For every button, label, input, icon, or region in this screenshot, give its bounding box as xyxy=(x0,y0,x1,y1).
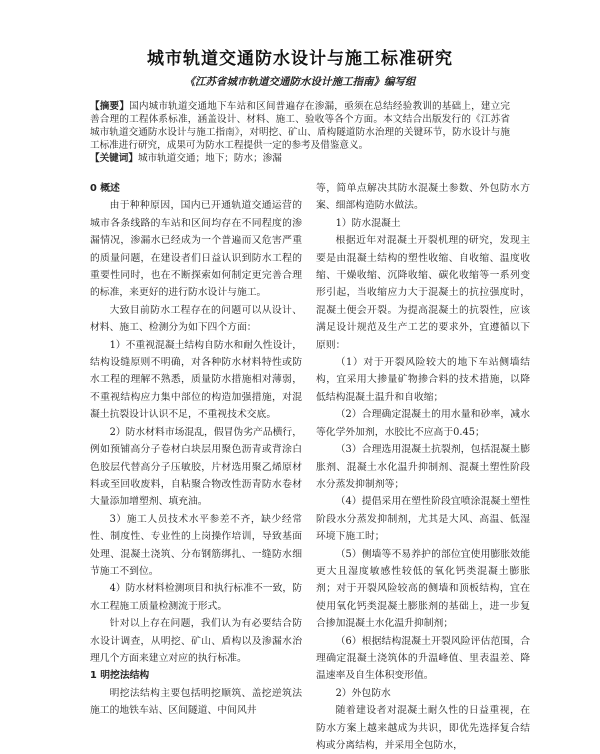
page-title: 城市轨道交通防水设计与施工标准研究 xyxy=(147,49,453,69)
list-item: （2）合理确定混凝土的用水量和砂率，减水等化学外加剂，水胶比不应高于0.45； xyxy=(316,409,530,438)
paragraph: 2）防水材料市场混乱，假冒伪劣产品横行，例如预铺高分子卷材白块层用聚色沥青或背涂白色胶层代替高分子压敏胶，片材选用聚乙烯原材料或至回收废料，自粘聚合物改性沥青防水卷材大量添加增塑剂、填充油。 xyxy=(90,426,302,508)
section-heading-1: 1 明挖法结构 xyxy=(90,670,150,682)
paragraph: 明挖法结构主要包括明挖顺筑、盖挖逆筑法施工的地铁车站、区间隧道、中间风井 xyxy=(90,687,302,717)
list-item: （1）对于开裂风险较大的地下车站侧墙结构，宜采用大掺量矿物掺合料的技术措施，以降低结构混凝土温升和自收缩； xyxy=(316,357,530,403)
paragraph: 1）不重视混凝土结构自防水和耐久性设计，结构设缝原则不明确，对各种防水材料特性或防水工程的理解不熟悉，质量防水措施相对薄弱，不重视结构应力集中部位的构造加强措施，对混凝土抗裂设计认识不足，不重视技术交底。 xyxy=(90,339,302,421)
abstract-label: 【摘要】 xyxy=(90,101,130,112)
paragraph: 3）施工人员技术水平参差不齐，缺少经常性、制度性、专业性的上岗操作培训，导致基面处理、混凝土浇筑、分布钢筋绑扎、一缝防水细节施工不到位。 xyxy=(90,513,302,577)
keywords-text: 城市轨道交通；地下；防水；渗漏 xyxy=(137,153,282,164)
section-heading-0: 0 概述 xyxy=(90,183,120,194)
list-item: （6）根据结构混凝土开裂风险评估范围，合理确定混凝土浇筑体的升温峰值、里表温差、降温速率及自生体积变形值。 xyxy=(316,635,530,682)
list-item: （4）提倡采用在塑性阶段宜喷涂混凝土塑性阶段水分蒸发抑制剂，尤其是大风、高温、低湿环境下施工时； xyxy=(316,496,530,543)
list-item: （5）侧墙等不易养护的部位宜使用膨胀效能更大且湿度敏感性较低的氧化钙类混凝土膨胀剂；对于开裂风险较高的侧墙和顶板结构，宜在使用氧化钙类混凝土膨胀剂的基础上，进一步复合掺加混凝土水化温升抑制剂； xyxy=(316,548,530,630)
paragraph: 根据近年对混凝土开裂机理的研究，发现主要是由混凝土结构的塑性收缩、自收缩、温度收缩、干燥收缩、沉降收缩、碳化收缩等一系列变形引起，当收缩应力大于混凝土的抗拉强度时，混凝土便会开裂。为提高混凝土的抗裂性，应该满足设计规范及生产工艺的要求外，宜遵循以下原则： xyxy=(316,235,530,351)
paragraph: 大致目前防水工程存在的问题可以从设计、材料、施工、检测分为如下四个方面： xyxy=(90,304,302,334)
author-line: 《江苏省城市轨道交通防水设计施工指南》编写组 xyxy=(184,76,416,88)
paragraph: 随着建设者对混凝土耐久性的日益重视，在防水方案上越来越成为共识，即优先选择复合结构或分离结构，并采用全包防水， xyxy=(316,705,530,751)
subsection-heading: 2）外包防水 xyxy=(335,687,391,699)
abstract-block xyxy=(90,100,510,165)
paragraph: 4）防水材料检测项目和执行标准不一致，防水工程施工质量检测流于形式。 xyxy=(90,583,302,612)
paragraph: 针对以上存在问题，我们认为有必要结合防水设计调查，从明挖、矿山、盾构以及渗漏水治理几个方面来建立对应的执行标准。 xyxy=(90,618,302,664)
subsection-heading: 1）防水混凝土 xyxy=(335,217,401,229)
paragraph: 由于种种原因，国内已开通轨道交通运营的城市各条线路的车站和区间均存在不同程度的渗漏情况，渗漏水已经成为一个普遍而又危害严重的质量问题，在建设者们日益认识到防水工程的重要性同时，也在不断探索如何制定更完善合理的标准，来更好的进行防水设计与施工。 xyxy=(90,200,302,299)
keywords-label: 【关键词】 xyxy=(90,153,138,164)
paragraph: 等，简单点解决其防水混凝土参数、外包防水方案、细部构造防水做法。 xyxy=(316,183,530,212)
right-column xyxy=(316,180,530,754)
list-item: （3）合理选用混凝土抗裂剂，包括混凝土膨胀剂、混凝土水化温升抑制剂、混凝土塑性阶段水分蒸发抑制剂等； xyxy=(316,444,530,490)
abstract-text: 国内城市轨道交通地下车站和区间普遍存在渗漏，亟须在总结经验教训的基础上，建立完善合理的工程体系标准，涵盖设计、材料、施工、验收等各个方面。本文结合出版发行的《江苏省城市轨道交通防水设计与施工指南》，对明挖、矿山、盾构隧道防水治理的关键环节，防水设计与施工标准进行研究，成果可为防水工程提供一定的参考及借鉴意义。 xyxy=(90,101,511,151)
left-column xyxy=(90,180,302,720)
